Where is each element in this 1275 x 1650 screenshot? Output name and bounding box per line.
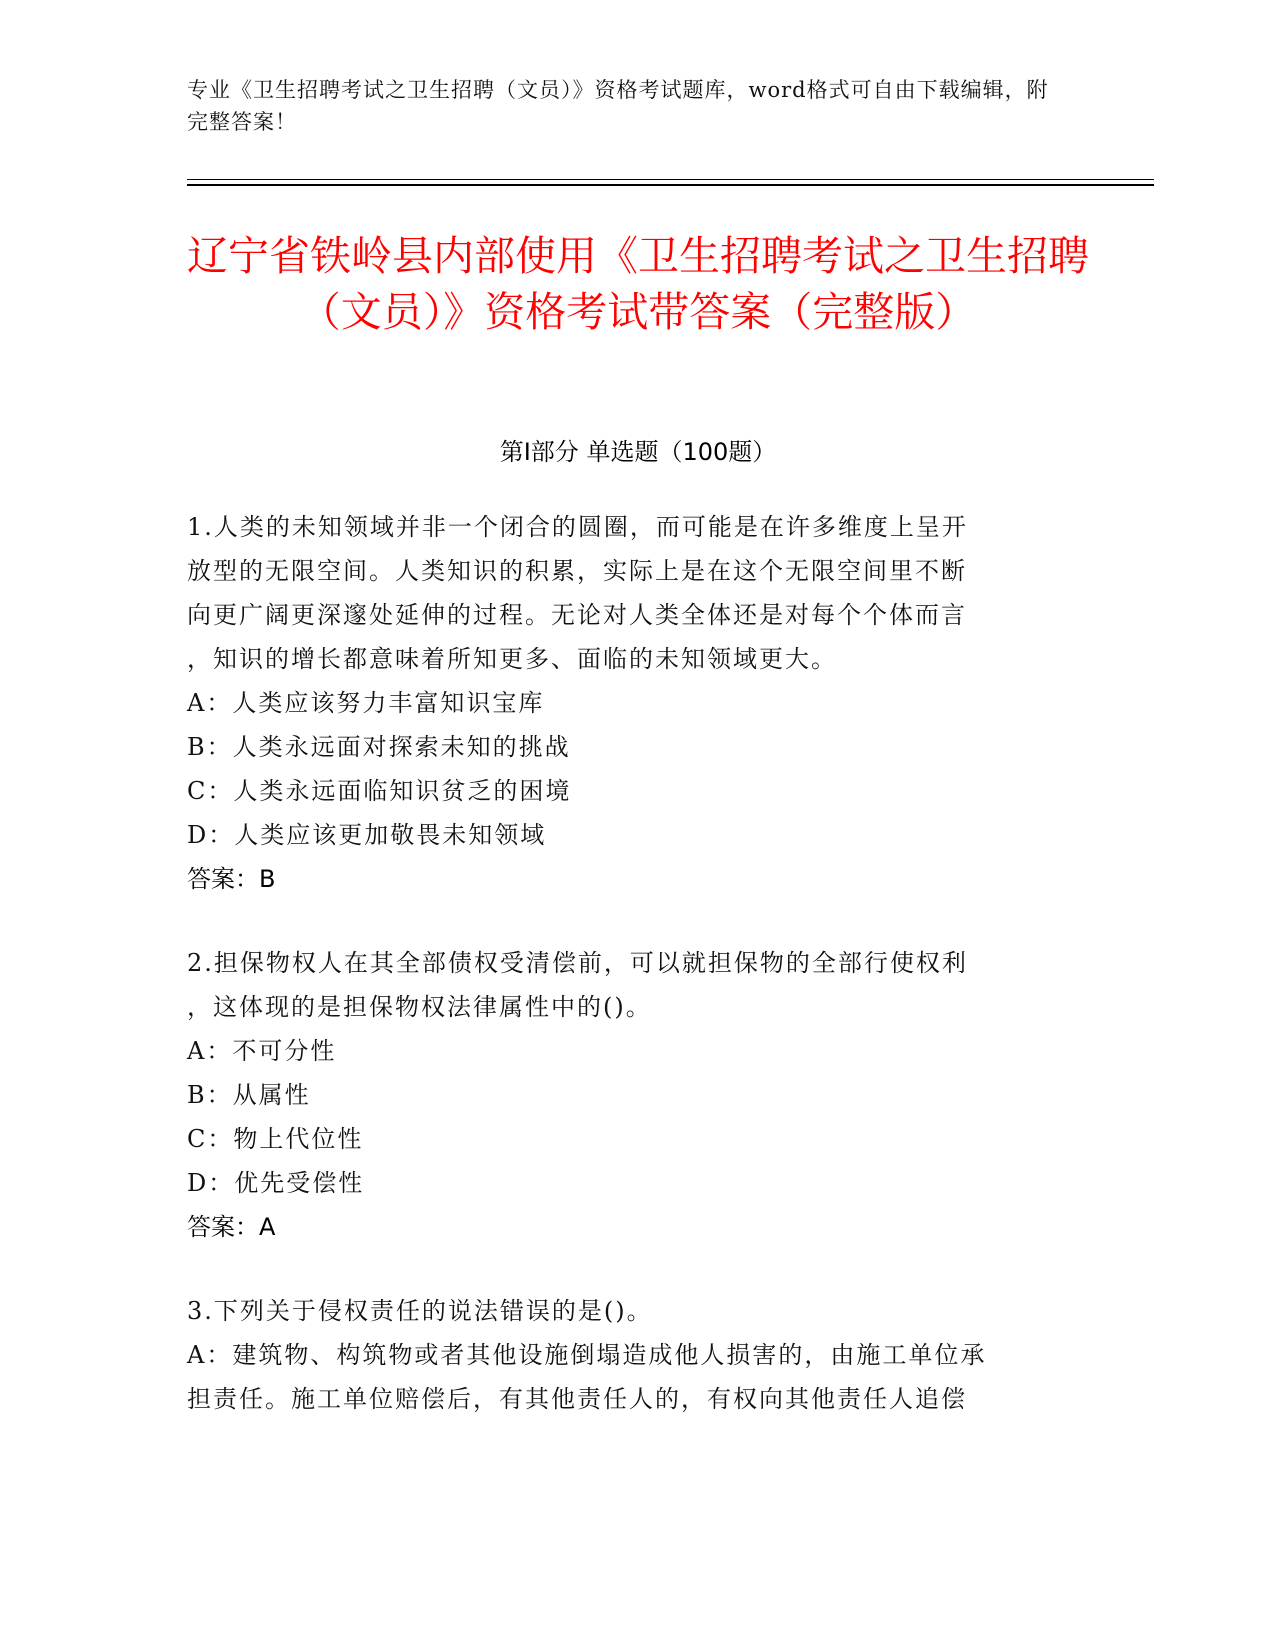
option-c: C：物上代位性 <box>187 1125 364 1153</box>
question-stem-line: 向更广阔更深邃处延伸的过程。无论对人类全体还是对每个个体而言 <box>187 601 967 629</box>
question-stem-line: ，这体现的是担保物权法律属性中的()。 <box>187 993 652 1021</box>
question-stem-line: 2.担保物权人在其全部债权受清偿前，可以就担保物的全部行使权利 <box>187 949 968 977</box>
question-stem-line: 1.人类的未知领域并非一个闭合的圆圈，而可能是在许多维度上呈开 <box>187 513 968 541</box>
question-stem-line: 放型的无限空间。人类知识的积累，实际上是在这个无限空间里不断 <box>187 557 967 585</box>
option-d: D：人类应该更加敬畏未知领域 <box>187 821 547 849</box>
option-a: A：不可分性 <box>187 1037 337 1065</box>
header-note: 专业《卫生招聘考试之卫生招聘（文员）》资格考试题库，word格式可自由下载编辑，附完整答案！ <box>187 78 1049 134</box>
option-a: A：人类应该努力丰富知识宝库 <box>187 689 545 717</box>
section-heading: 第Ⅰ部分 单选题（100题） <box>499 438 777 466</box>
answer-label: 答案：B <box>187 865 276 893</box>
question-stem-line: ，知识的增长都意味着所知更多、面临的未知领域更大。 <box>187 645 837 673</box>
header-divider-thick <box>187 184 1154 186</box>
option-d: D：优先受偿性 <box>187 1169 365 1197</box>
option-b: B：从属性 <box>187 1081 311 1109</box>
option-a-continued: 担责任。施工单位赔偿后，有其他责任人的，有权向其他责任人追偿 <box>187 1385 967 1413</box>
answer-label: 答案：A <box>187 1213 276 1241</box>
option-c: C：人类永远面临知识贫乏的困境 <box>187 777 572 805</box>
header-divider-thin <box>187 179 1154 180</box>
question-stem-line: 3.下列关于侵权责任的说法错误的是()。 <box>187 1297 653 1325</box>
option-b: B：人类永远面对探索未知的挑战 <box>187 733 571 761</box>
option-a: A：建筑物、构筑物或者其他设施倒塌造成他人损害的，由施工单位承 <box>187 1341 987 1369</box>
document-title: 辽宁省铁岭县内部使用《卫生招聘考试之卫生招聘（文员）》资格考试带答案（完整版） <box>187 232 1089 336</box>
